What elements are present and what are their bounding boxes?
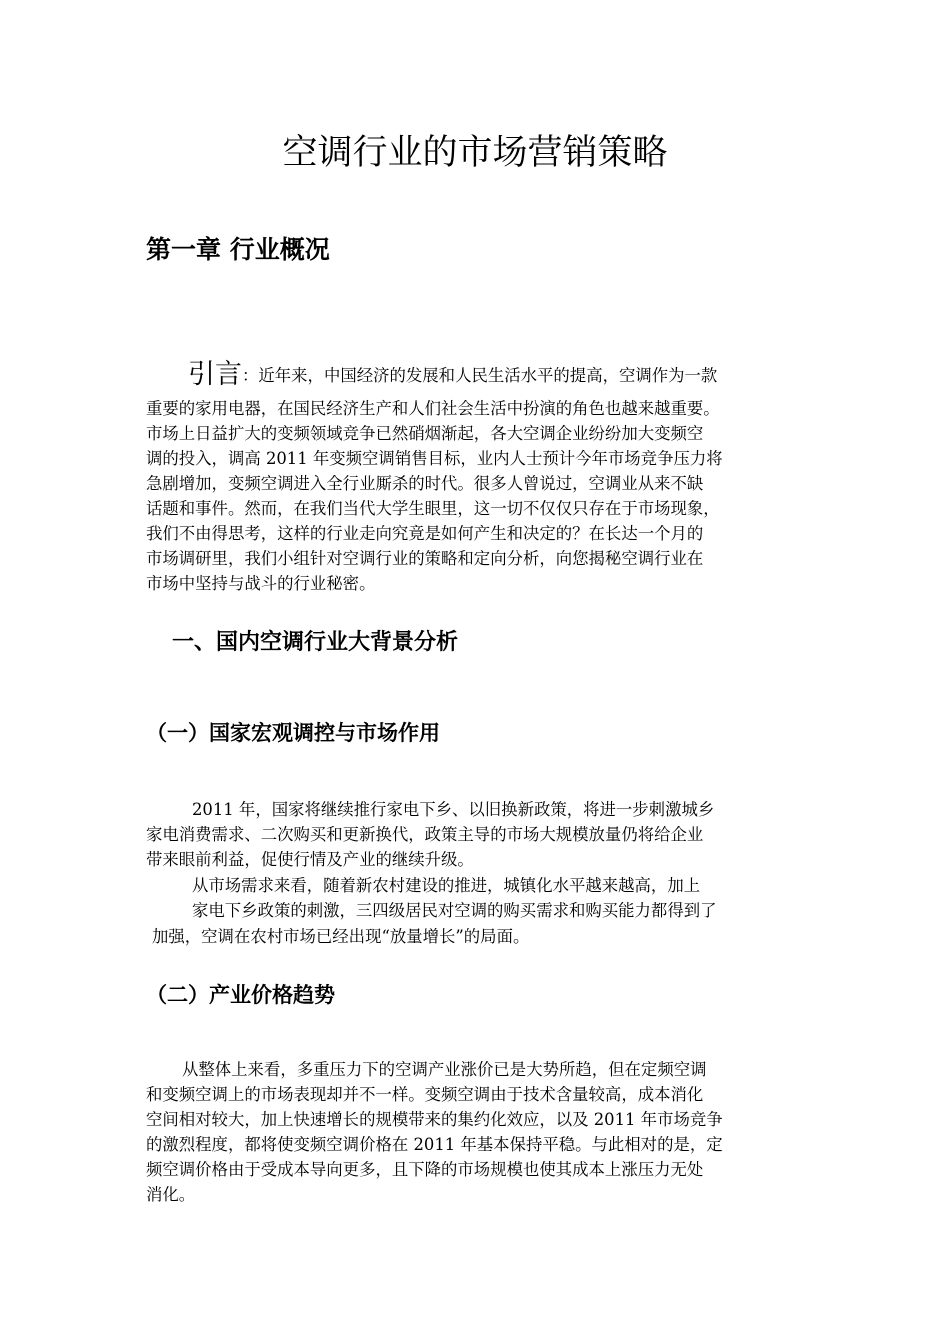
intro-line: 重要的家用电器，在国民经济生产和人们社会生活中扮演的角色也越来越重要。	[146, 399, 720, 418]
paragraph-line: 加强，空调在农村市场已经出现“放量增长”的局面。	[152, 927, 530, 946]
subsection-heading: （一）国家宏观调控与市场作用	[146, 721, 440, 745]
intro-line: 我们不由得思考，这样的行业走向究竟是如何产生和决定的？在长达一个月的	[146, 524, 704, 543]
document-title: 空调行业的市场营销策略	[282, 133, 668, 173]
intro-line: 市场调研里，我们小组针对空调行业的策略和定向分析，向您揭秘空调行业在	[146, 549, 704, 568]
paragraph-line: 频空调价格由于受成本导向更多，且下降的市场规模也使其成本上涨压力无处	[146, 1160, 704, 1179]
paragraph-line: 空间相对较大，加上快速增长的规模带来的集约化效应，以及 2011 年市场竞争	[146, 1110, 723, 1129]
paragraph-line: 的激烈程度，都将使变频空调价格在 2011 年基本保持平稳。与此相对的是，定	[146, 1135, 723, 1154]
intro-line: 话题和事件。然而，在我们当代大学生眼里，这一切不仅仅只存在于市场现象，	[146, 499, 720, 518]
intro-line: 调的投入，调高 2011 年变频空调销售目标，业内人士预计今年市场竞争压力将	[146, 449, 723, 468]
intro-line: 市场中坚持与战斗的行业秘密。	[146, 574, 376, 593]
paragraph-line: 和变频空调上的市场表现却并不一样。变频空调由于技术含量较高，成本消化	[146, 1085, 704, 1104]
paragraph-line: 从整体上来看，多重压力下的空调产业涨价已是大势所趋，但在定频空调	[182, 1060, 707, 1079]
paragraph-line: 从市场需求来看，随着新农村建设的推进，城镇化水平越来越高，加上	[192, 876, 701, 895]
intro-label: 引言	[188, 359, 242, 390]
intro-line: 急剧增加，变频空调进入全行业厮杀的时代。很多人曾说过，空调业从来不缺	[146, 474, 704, 493]
paragraph-line: 家电消费需求、二次购买和更新换代，政策主导的市场大规模放量仍将给企业	[146, 825, 704, 844]
paragraph-line: 带来眼前利益，促使行情及产业的继续升级。	[146, 850, 474, 869]
paragraph-line: 消化。	[146, 1185, 196, 1204]
paragraph-line: 家电下乡政策的刺激，三四级居民对空调的购买需求和购买能力都得到了	[192, 901, 717, 920]
paragraph-line: 2011 年，国家将继续推行家电下乡、以旧换新政策，将进一步刺激城乡	[192, 800, 715, 819]
section-heading: 一、国内空调行业大背景分析	[172, 630, 459, 655]
subsection-heading: （二）产业价格趋势	[146, 983, 335, 1007]
intro-line: 市场上日益扩大的变频领域竞争已然硝烟渐起，各大空调企业纷纷加大变频空	[146, 424, 704, 443]
chapter-heading: 第一章 行业概况	[146, 235, 330, 264]
intro-line: ：近年来，中国经济的发展和人民生活水平的提高，空调作为一款	[242, 366, 718, 385]
